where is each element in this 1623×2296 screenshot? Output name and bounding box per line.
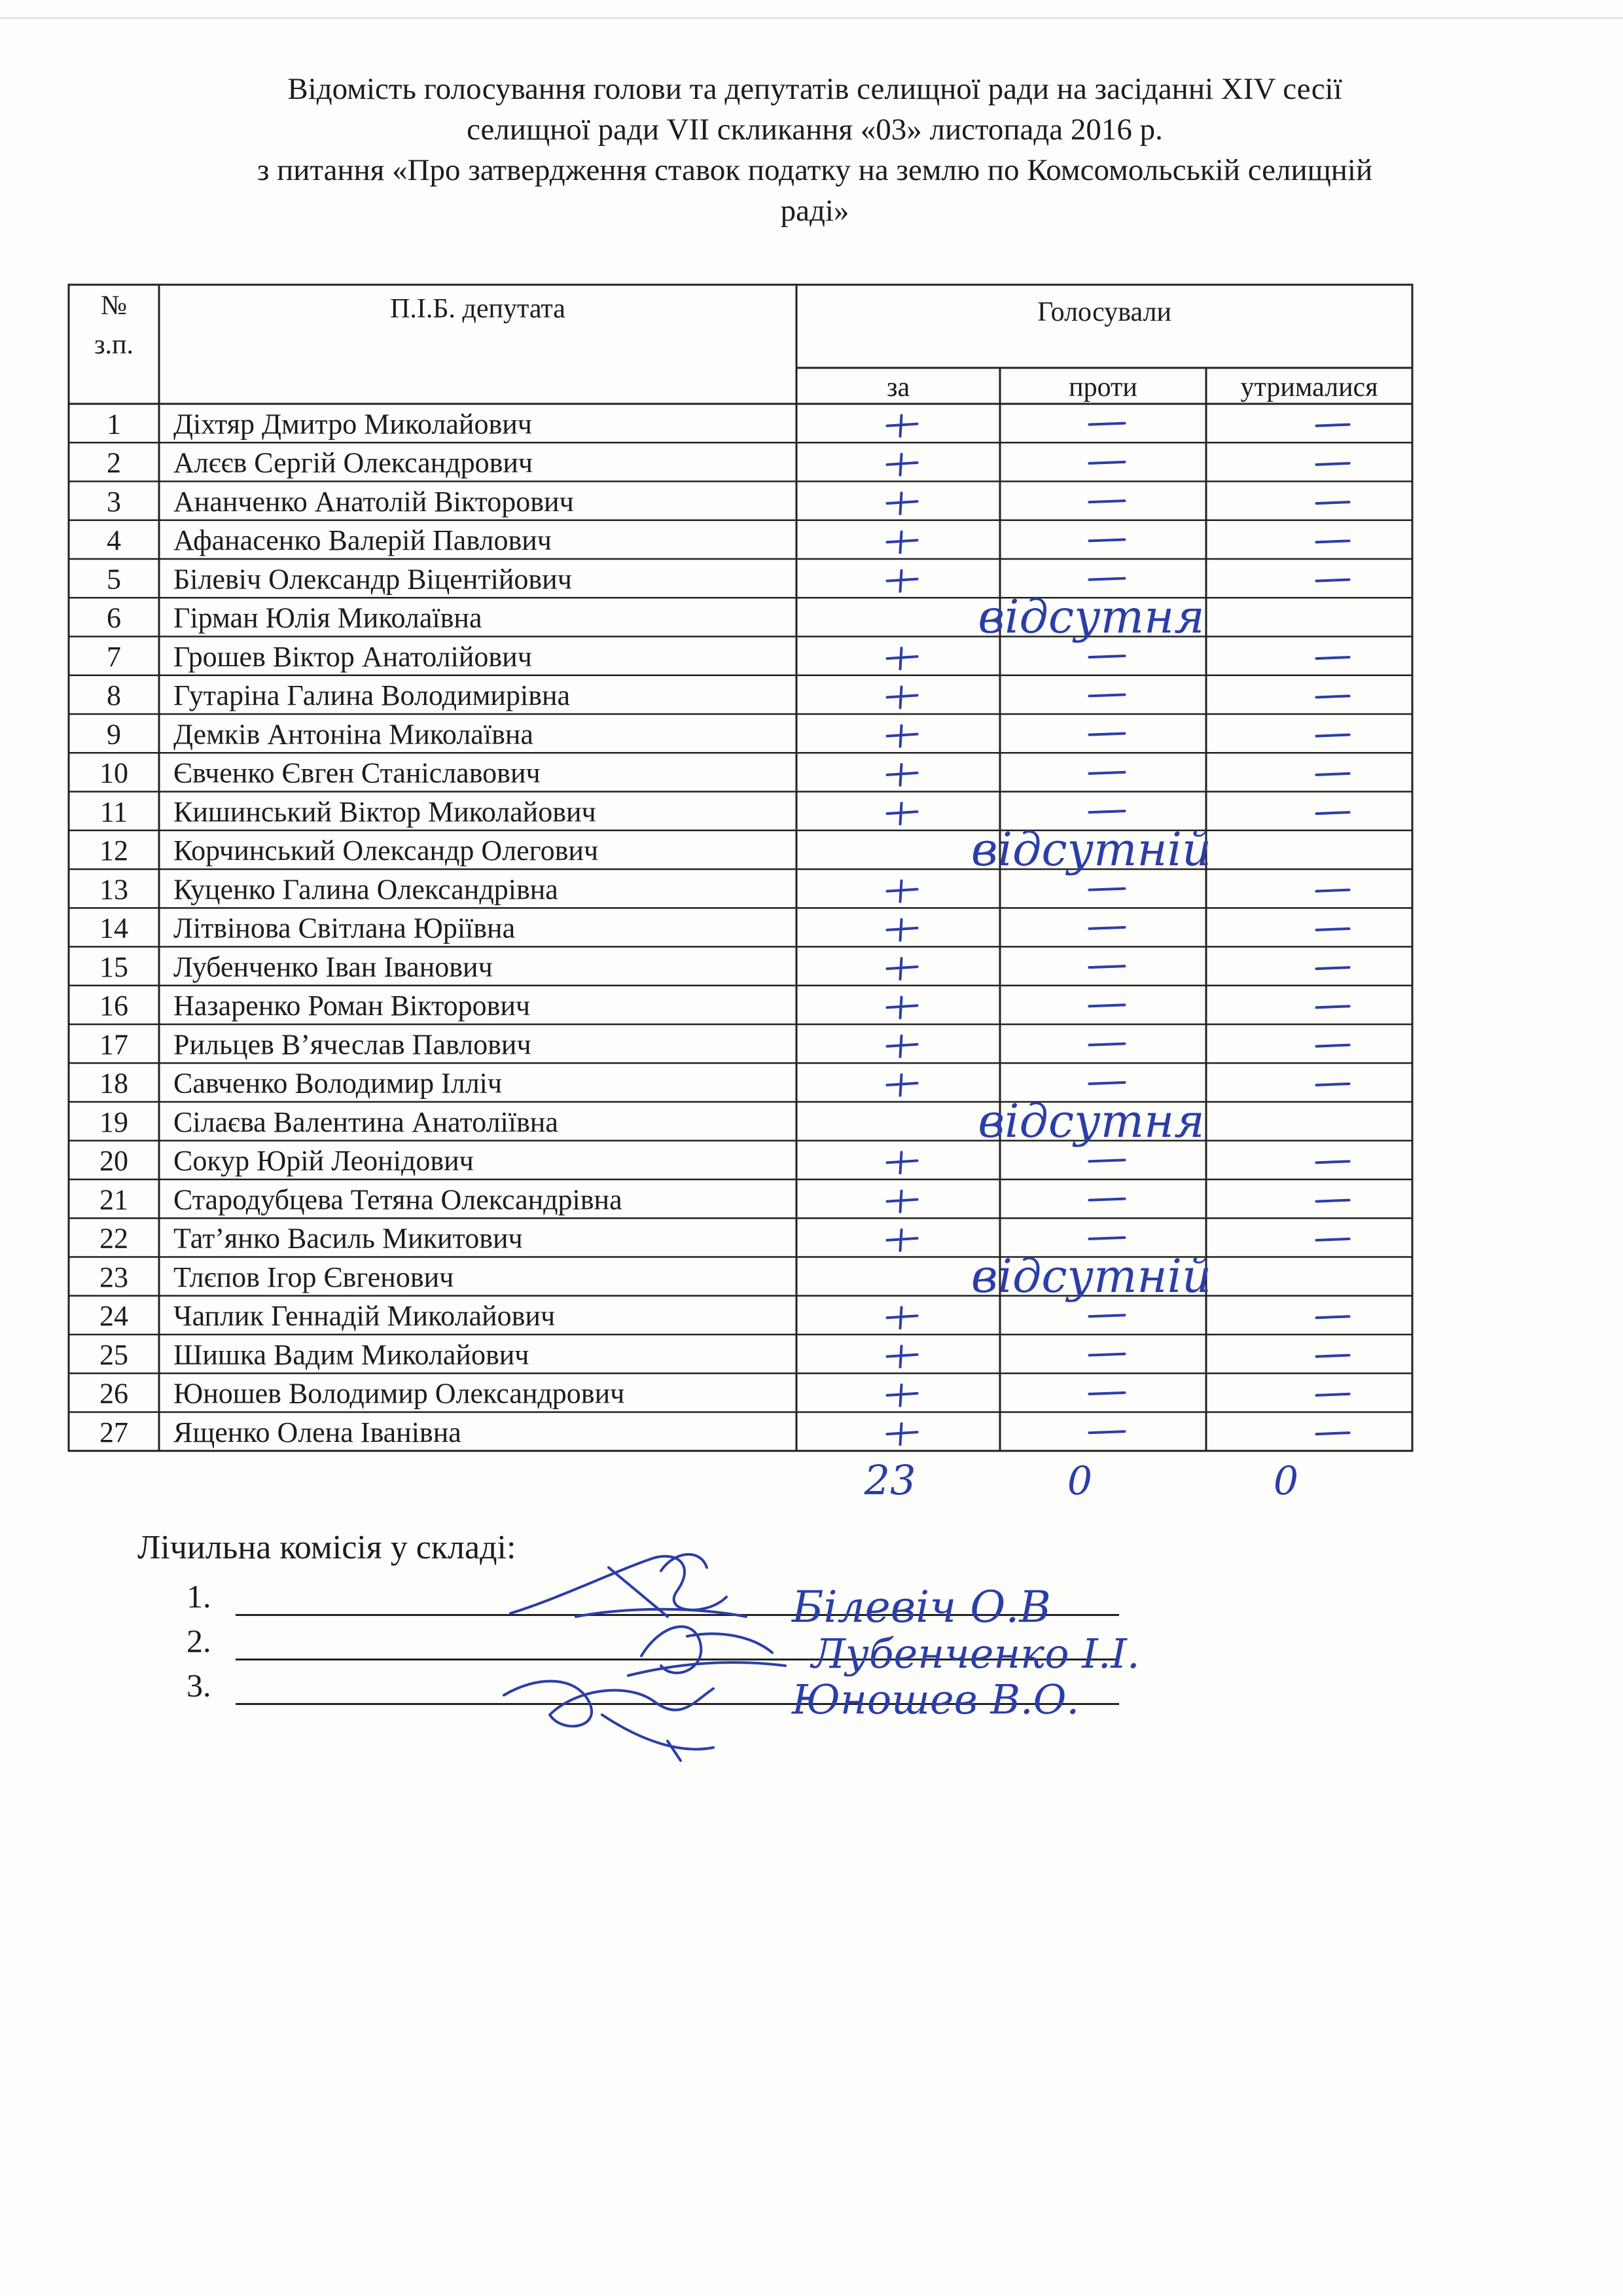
vote-abstained-dash-mark [1317,657,1349,658]
table-row [100,796,596,828]
header-for: за [886,372,910,403]
row-name: Шишка Вадим Миколайович [173,1338,529,1371]
row-number: 22 [99,1222,128,1255]
vote-against-dash-mark [1090,1238,1125,1239]
vote-for-plus-mark [887,531,918,552]
row-number: 18 [99,1067,128,1100]
vote-abstained-dash-mark [1317,1045,1349,1047]
vote-for-plus-mark [887,1230,918,1251]
handwritten-names [791,1582,1140,1723]
table-row [99,873,558,905]
vote-for-plus-mark [887,454,918,475]
row-name: Ященко Олена Іванівна [173,1416,461,1448]
vote-against-dash-mark [1090,1044,1125,1045]
table-row [99,990,530,1022]
row-number: 14 [99,912,128,944]
table-row [99,1261,454,1293]
member-1-handwritten: Білевіч О.В [792,1582,1051,1632]
vote-abstained-dash-mark [1317,890,1349,891]
vote-against-dash-mark [1090,1393,1125,1394]
row-number: 15 [99,950,128,983]
absent-handwritten-note: відсутній [971,823,1212,876]
vote-abstained-dash-mark [1317,425,1349,426]
vote-against-dash-mark [1090,579,1125,580]
row-name: Демків Антоніна Миколаївна [173,718,533,751]
vote-for-plus-mark [887,1307,918,1328]
header-num-sub: з.п. [94,330,134,360]
header-name: П.І.Б. депутата [390,294,565,324]
vote-against-dash-mark [1090,1160,1125,1161]
vote-for-plus-mark [887,881,918,902]
absent-handwritten-note: відсутня [978,590,1205,644]
vote-against-dash-mark [1090,772,1125,774]
vote-abstained-dash-mark [1317,967,1349,969]
header-against: проти [1069,372,1137,403]
commission-signature-line [236,1614,1119,1616]
row-number: 8 [107,679,121,711]
vote-for-plus-mark [887,1346,918,1367]
table-row [99,1338,529,1371]
total-abstained: 0 [1273,1458,1299,1504]
vote-for-plus-mark [887,1075,918,1096]
commission-member-number: 3. [187,1667,211,1704]
row-name: Сокур Юрій Леонідович [173,1145,474,1177]
row-name: Білевіч Олександр Віцентійович [173,563,572,596]
vote-for-plus-mark [887,1385,918,1406]
vote-for-plus-mark [887,958,918,979]
vote-against-dash-mark [1090,423,1125,425]
table-row [99,1028,531,1060]
vote-abstained-dash-mark [1317,502,1349,503]
commission-member-number: 2. [187,1623,211,1659]
vote-against-dash-mark [1090,1315,1125,1316]
table-row [99,951,493,983]
table-row [99,1416,461,1448]
vote-for-plus-mark [887,920,918,941]
vote-for-plus-mark [887,1424,918,1444]
row-name: Чаплик Геннадій Миколайович [173,1300,556,1332]
heading-line-4: раді» [780,194,849,228]
vote-against-dash-mark [1090,694,1125,696]
scan-top-edge [0,17,1623,19]
vote-against-dash-mark [1090,462,1125,463]
vote-abstained-dash-mark [1317,696,1349,697]
row-name: Назаренко Роман Вікторович [173,990,531,1022]
row-number: 4 [107,524,121,556]
vote-against-dash-mark [1090,656,1125,657]
row-name: Тлєпов Ігор Євгенович [173,1261,454,1293]
row-number: 6 [107,601,121,634]
row-number: 25 [99,1338,128,1371]
total-for: 23 [864,1456,916,1504]
table-row [107,408,532,440]
row-name: Тат’янко Василь Микитович [173,1222,523,1255]
row-number: 2 [107,446,121,479]
vote-against-dash-mark [1090,1005,1125,1006]
vote-against-dash-mark [1090,734,1125,735]
row-number: 5 [107,563,121,596]
row-name: Сілаєва Валентина Анатоліївна [173,1105,558,1138]
row-name: Лубенченко Іван Іванович [173,950,493,983]
total-against: 0 [1067,1458,1093,1504]
table-row [107,486,574,518]
table-row [99,757,541,789]
row-name: Гірман Юлія Миколаївна [173,601,482,634]
vote-abstained-dash-mark [1317,1355,1349,1357]
table-row [99,1183,622,1215]
table-row [107,641,532,673]
row-name: Стародубцева Тетяна Олександрівна [173,1183,622,1216]
row-number: 19 [99,1105,128,1138]
vote-for-plus-mark [887,687,918,708]
row-name: Літвінова Світлана Юріївна [173,912,516,944]
vote-abstained-dash-mark [1317,1084,1349,1085]
vote-abstained-dash-mark [1317,1316,1349,1318]
vote-abstained-dash-mark [1317,929,1349,930]
row-number: 13 [99,873,128,906]
member-2-handwritten: Лубенченко І.І. [812,1630,1140,1677]
row-number: 17 [99,1028,128,1061]
vote-against-dash-mark [1090,1431,1125,1433]
vote-for-plus-mark [887,997,918,1018]
row-name: Савченко Володимир Ілліч [173,1067,503,1100]
commission-label: Лічильна комісія у складі: [137,1529,516,1566]
vote-against-dash-mark [1090,889,1125,890]
document-heading [118,69,1512,231]
table-border [69,285,1412,1451]
table-row [107,602,482,634]
signature-1-scribble [510,1554,746,1617]
heading-line-2: селищної ради VII скликання «03» листопада 2016 р. [467,113,1163,147]
vote-against-dash-mark [1090,1083,1125,1084]
vote-abstained-dash-mark [1317,1239,1349,1240]
table-row [99,1145,474,1177]
row-name: Куценко Галина Олександрівна [173,873,558,906]
vote-for-plus-mark [887,571,918,592]
row-name: Діхтяр Дмитро Миколайович [173,408,532,440]
commission-signature-line [236,1659,1119,1660]
commission-member-number: 1. [187,1578,211,1615]
row-name: Корчинський Олександр Олегович [173,834,599,867]
row-name: Рильцев В’ячеслав Павлович [173,1028,531,1061]
row-name: Кишинський Віктор Миколайович [173,795,596,828]
member-3-handwritten: Юношев В.О. [792,1676,1080,1723]
row-number: 12 [99,834,128,867]
row-number: 20 [99,1145,128,1177]
table-row [99,1378,624,1410]
row-name: Ананченко Анатолій Вікторович [173,485,574,518]
signature-2-scribble [628,1626,785,1676]
vote-against-dash-mark [1090,539,1125,541]
vote-abstained-dash-mark [1317,1006,1349,1007]
table-row [107,718,533,750]
vote-abstained-dash-mark [1317,1433,1349,1434]
vote-for-plus-mark [887,764,918,785]
row-number: 3 [107,485,121,518]
vote-against-dash-mark [1090,966,1125,967]
table-row [99,1106,558,1138]
signature-3-scribble [504,1681,713,1761]
row-number: 26 [99,1377,128,1410]
absent-handwritten-note: відсутній [971,1249,1212,1303]
vote-abstained-dash-mark [1317,1394,1349,1395]
row-number: 23 [99,1261,128,1293]
row-number: 21 [99,1183,128,1216]
vote-for-plus-mark [887,493,918,514]
row-name: Алєєв Сергій Олександрович [173,446,533,479]
row-number: 10 [99,757,128,789]
row-name: Гутаріна Галина Володимирівна [173,679,571,711]
table-row [99,1067,502,1100]
row-number: 11 [99,795,128,828]
vote-for-plus-mark [887,1152,918,1173]
row-number: 1 [107,408,121,440]
table-row [99,912,515,944]
vote-against-dash-mark [1090,1199,1125,1200]
vote-abstained-dash-mark [1317,1200,1349,1202]
row-number: 9 [107,718,121,751]
vote-against-dash-mark [1090,1354,1125,1355]
vote-abstained-dash-mark [1317,580,1349,581]
vote-for-plus-mark [887,1191,918,1212]
absent-handwritten-note: відсутня [978,1094,1205,1148]
vote-abstained-dash-mark [1317,541,1349,542]
table-row [107,679,570,711]
vote-abstained-dash-mark [1317,812,1349,814]
row-number: 16 [99,990,128,1022]
table-row [107,447,533,479]
vote-abstained-dash-mark [1317,735,1349,736]
table-row [107,524,552,556]
vote-for-plus-mark [887,1036,918,1057]
vote-abstained-dash-mark [1317,774,1349,775]
header-voted: Голосували [1037,297,1171,327]
vote-for-plus-mark [887,803,918,824]
row-number: 7 [107,640,121,673]
header-num: № [100,291,128,321]
vote-against-dash-mark [1090,811,1125,812]
header-abstained: утрималися [1240,372,1378,403]
row-name: Юношев Володимир Олександрович [173,1377,625,1410]
table-row [99,1300,555,1332]
vote-abstained-dash-mark [1317,1161,1349,1162]
row-number: 27 [99,1416,128,1448]
vote-for-plus-mark [887,416,918,437]
table-row [99,834,598,867]
commission-signature-line [236,1703,1119,1705]
table-row [107,563,572,595]
vote-abstained-dash-mark [1317,463,1349,465]
vote-against-dash-mark [1090,927,1125,929]
row-name: Афанасенко Валерій Павлович [173,524,552,556]
row-number: 24 [99,1300,128,1332]
vote-for-plus-mark [887,726,918,747]
heading-line-1: Відомість голосування голови та депутатів селищної ради на засіданні XIV сесії [287,72,1342,106]
vote-for-plus-mark [887,648,918,669]
row-name: Євченко Євген Станіславович [173,757,541,789]
table-row [99,1223,523,1255]
vote-against-dash-mark [1090,501,1125,502]
heading-line-3: з питання «Про затвердження ставок податку на землю по Комсомольській селищній [257,153,1373,187]
row-name: Грошев Віктор Анатолійович [173,640,532,673]
